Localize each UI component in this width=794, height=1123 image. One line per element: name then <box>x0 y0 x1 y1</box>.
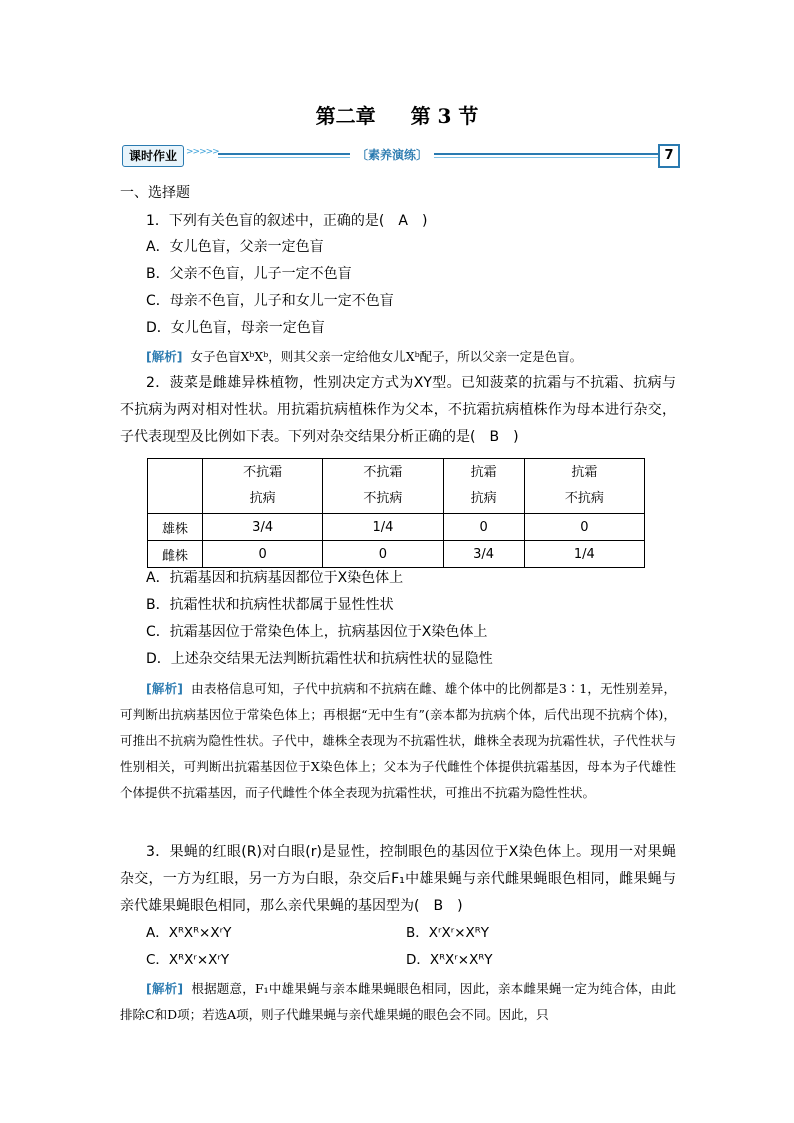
table-cell: 0 <box>203 541 323 568</box>
q1-option-a: A．女儿色盲，父亲一定色盲 <box>146 239 324 255</box>
q1-option-d: D．女儿色盲，母亲一定色盲 <box>146 320 325 336</box>
cross-result-table <box>147 458 645 568</box>
table-header-cell: 不抗霜 不抗病 <box>323 459 443 514</box>
table-row-label: 雌株 <box>148 541 203 568</box>
practice-tag: 〔素养演练〕 <box>350 146 434 164</box>
q1-analysis-text: 女子色盲XᵇXᵇ，则其父亲一定给他女儿Xᵇ配子，所以父亲一定是色盲。 <box>190 349 583 364</box>
homework-tag: 课时作业 <box>122 145 184 167</box>
table-header-cell: 抗霜 抗病 <box>443 459 524 514</box>
table-row <box>148 541 645 568</box>
q3-option-c: C．XᴿXʳ×XʳY <box>146 952 230 968</box>
q3-analysis-text: 根据题意，F₁中雄果蝇与亲本雌果蝇眼色相同，因此，亲本雌果蝇一定为纯合体，由此排除C和D项；若选A项，则子代雌果蝇与亲代雄果蝇的眼色会不同。因此，只 <box>120 981 676 1022</box>
q1-option-b: B．父亲不色盲，儿子一定不色盲 <box>146 266 352 282</box>
table-cell: 3/4 <box>443 541 524 568</box>
q2-stem-text: 2．菠菜是雌雄异株植物，性别决定方式为XY型。已知菠菜的抗霜与不抗霜、抗病与不抗病为两对相对性状。用抗霜抗病植株作为父本，不抗霜抗病植株作为母本进行杂交，子代表现型及比例如下表。下列对杂交结果分析正确的是( B ) <box>120 375 676 445</box>
analysis-tag: [解析] <box>146 681 183 696</box>
banner-line-thin <box>218 157 658 158</box>
q2-option-d: D．上述杂交结果无法判断抗霜性状和抗病性状的显隐性 <box>146 651 493 667</box>
table-header-row <box>148 459 645 514</box>
q2-option-a: A．抗霜基因和抗病基因都位于X染色体上 <box>146 570 404 586</box>
q2-analysis <box>120 676 676 806</box>
banner-line <box>218 153 658 155</box>
q3-stem-text: 3．果蝇的红眼(R)对白眼(r)是显性，控制眼色的基因位于X染色体上。现用一对果蝇杂交，一方为红眼，另一方为白眼，杂交后F₁中雄果蝇与亲代雌果蝇眼色相同，雌果蝇与亲代雄果蝇眼色相同，那么亲代果蝇的基因型为( B ) <box>120 844 676 914</box>
q3-analysis <box>120 976 676 1028</box>
table-row-label: 雄株 <box>148 514 203 541</box>
table-cell: 0 <box>524 514 644 541</box>
analysis-tag: [解析] <box>146 349 183 364</box>
table-cell: 3/4 <box>203 514 323 541</box>
table-header-cell: 不抗霜 抗病 <box>203 459 323 514</box>
table-cell: 0 <box>323 541 443 568</box>
q2-analysis-text: 由表格信息可知，子代中抗病和不抗病在雌、雄个体中的比例都是3∶1，无性别差异，可判断出抗病基因位于常染色体上；再根据“无中生有”(亲本都为抗病个体，后代出现不抗病个体)，可推出不抗病为隐性性状。子代中，雄株全表现为不抗霜性状，雌株全表现为抗霜性状，子代性状与性别相关，可判断出抗霜基因位于X染色体上；父本为子代雌性个体提供抗霜基因，母本为子代雄性个体提供不抗霜基因，而子代雌性个体全表现为抗霜性状，可推出不抗霜为隐性性状。 <box>120 681 676 800</box>
table-header-cell: 抗霜 不抗病 <box>524 459 644 514</box>
q2-option-c: C．抗霜基因位于常染色体上，抗病基因位于X染色体上 <box>146 624 488 640</box>
q1-option-c: C．母亲不色盲，儿子和女儿一定不色盲 <box>146 293 394 309</box>
arrows-icon: >>>>> <box>186 147 219 157</box>
page-title <box>0 100 794 129</box>
q3-option-d: D．XᴿXʳ×XᴿY <box>406 952 493 968</box>
q2-stem <box>120 370 676 451</box>
page-badge: 7 <box>658 144 680 168</box>
chapter-label: 第二章 <box>315 104 376 128</box>
q3-stem <box>120 839 676 920</box>
q3-option-a: A．XᴿXᴿ×XʳY <box>146 925 232 941</box>
table-cell: 1/4 <box>323 514 443 541</box>
table-row <box>148 514 645 541</box>
homework-banner <box>122 142 680 168</box>
q1-analysis <box>120 344 676 370</box>
table-cell: 1/4 <box>524 541 644 568</box>
section-heading: 一、选择题 <box>120 185 190 201</box>
q1-stem: 1．下列有关色盲的叙述中，正确的是( A ) <box>146 213 428 229</box>
q3-option-b: B．XʳXʳ×XᴿY <box>406 925 489 941</box>
analysis-tag: [解析] <box>146 981 184 996</box>
table-cell: 0 <box>443 514 524 541</box>
section-label: 第 3 节 <box>410 104 479 128</box>
table-corner-cell <box>148 459 203 514</box>
q2-option-b: B．抗霜性状和抗病性状都属于显性性状 <box>146 597 394 613</box>
